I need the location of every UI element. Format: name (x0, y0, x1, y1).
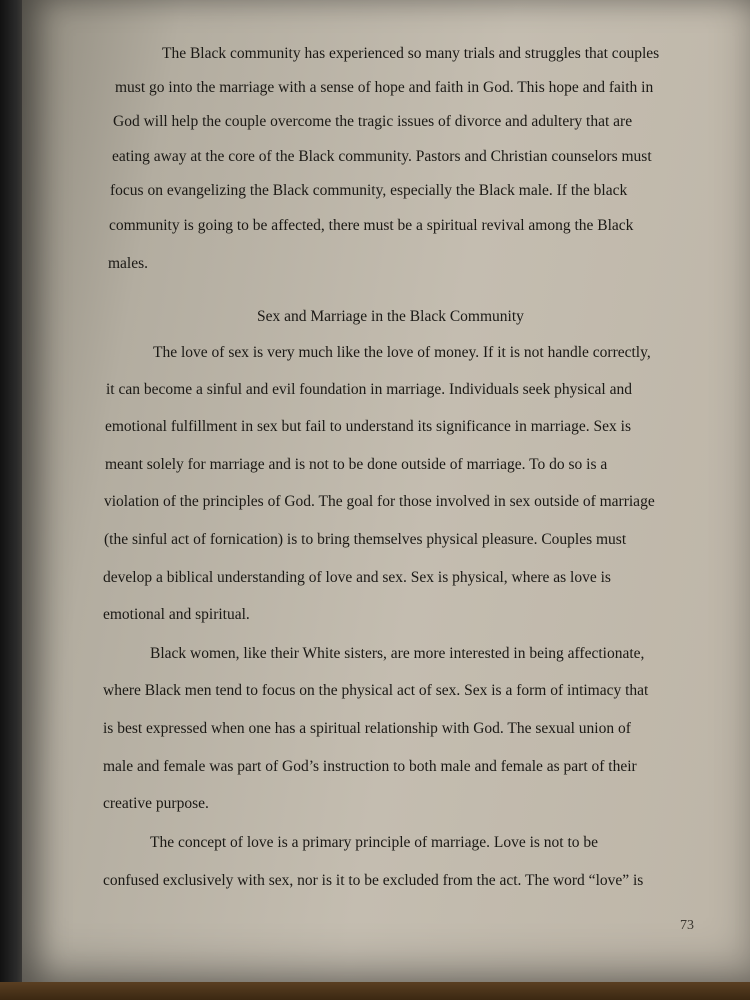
text-line: (the sinful act of fornication) is to bring themselves physical pleasure. Couples must (104, 531, 627, 548)
text-line: The concept of love is a primary principle of marriage. Love is not to be (150, 834, 599, 851)
text-line: community is going to be affected, there must be a spiritual revival among the Black (109, 217, 634, 234)
text-line: meant solely for marriage and is not to be done outside of marriage. To do so is a (105, 456, 608, 473)
text-line: Black women, like their White sisters, are more interested in being affectionate, (150, 645, 645, 662)
text-line: creative purpose. (103, 795, 209, 812)
text-line: males. (108, 255, 149, 272)
text-line: develop a biblical understanding of love and sex. Sex is physical, where as love is (103, 569, 611, 586)
text-line: The Black community has experienced so many trials and struggles that couples (162, 45, 660, 62)
text-line: where Black men tend to focus on the physical act of sex. Sex is a form of intimacy that (103, 682, 649, 699)
text-line: emotional and spiritual. (103, 606, 250, 623)
text-line: God will help the couple overcome the tragic issues of divorce and adultery that are (113, 113, 633, 130)
text-line: it can become a sinful and evil foundation in marriage. Individuals seek physical and (106, 381, 632, 398)
text-line: eating away at the core of the Black community. Pastors and Christian counselors must (112, 148, 652, 165)
text-line: is best expressed when one has a spiritual relationship with God. The sexual union of (103, 720, 631, 737)
text-line: emotional fulfillment in sex but fail to understand its significance in marriage. Sex is (105, 418, 632, 435)
text-line: male and female was part of God’s instruction to both male and female as part of their (103, 758, 637, 775)
table-surface (0, 982, 750, 1000)
text-line: confused exclusively with sex, nor is it to be excluded from the act. The word “love” is (103, 872, 644, 889)
text-line: focus on evangelizing the Black community, especially the Black male. If the black (110, 182, 628, 199)
text-line: The love of sex is very much like the love of money. If it is not handle correctly, (153, 344, 651, 361)
section-heading: Sex and Marriage in the Black Community (257, 308, 524, 325)
page-number: 73 (680, 918, 694, 933)
text-line: violation of the principles of God. The goal for those involved in sex outside of marriage (104, 493, 655, 510)
text-line: must go into the marriage with a sense of hope and faith in God. This hope and faith in (115, 79, 654, 96)
